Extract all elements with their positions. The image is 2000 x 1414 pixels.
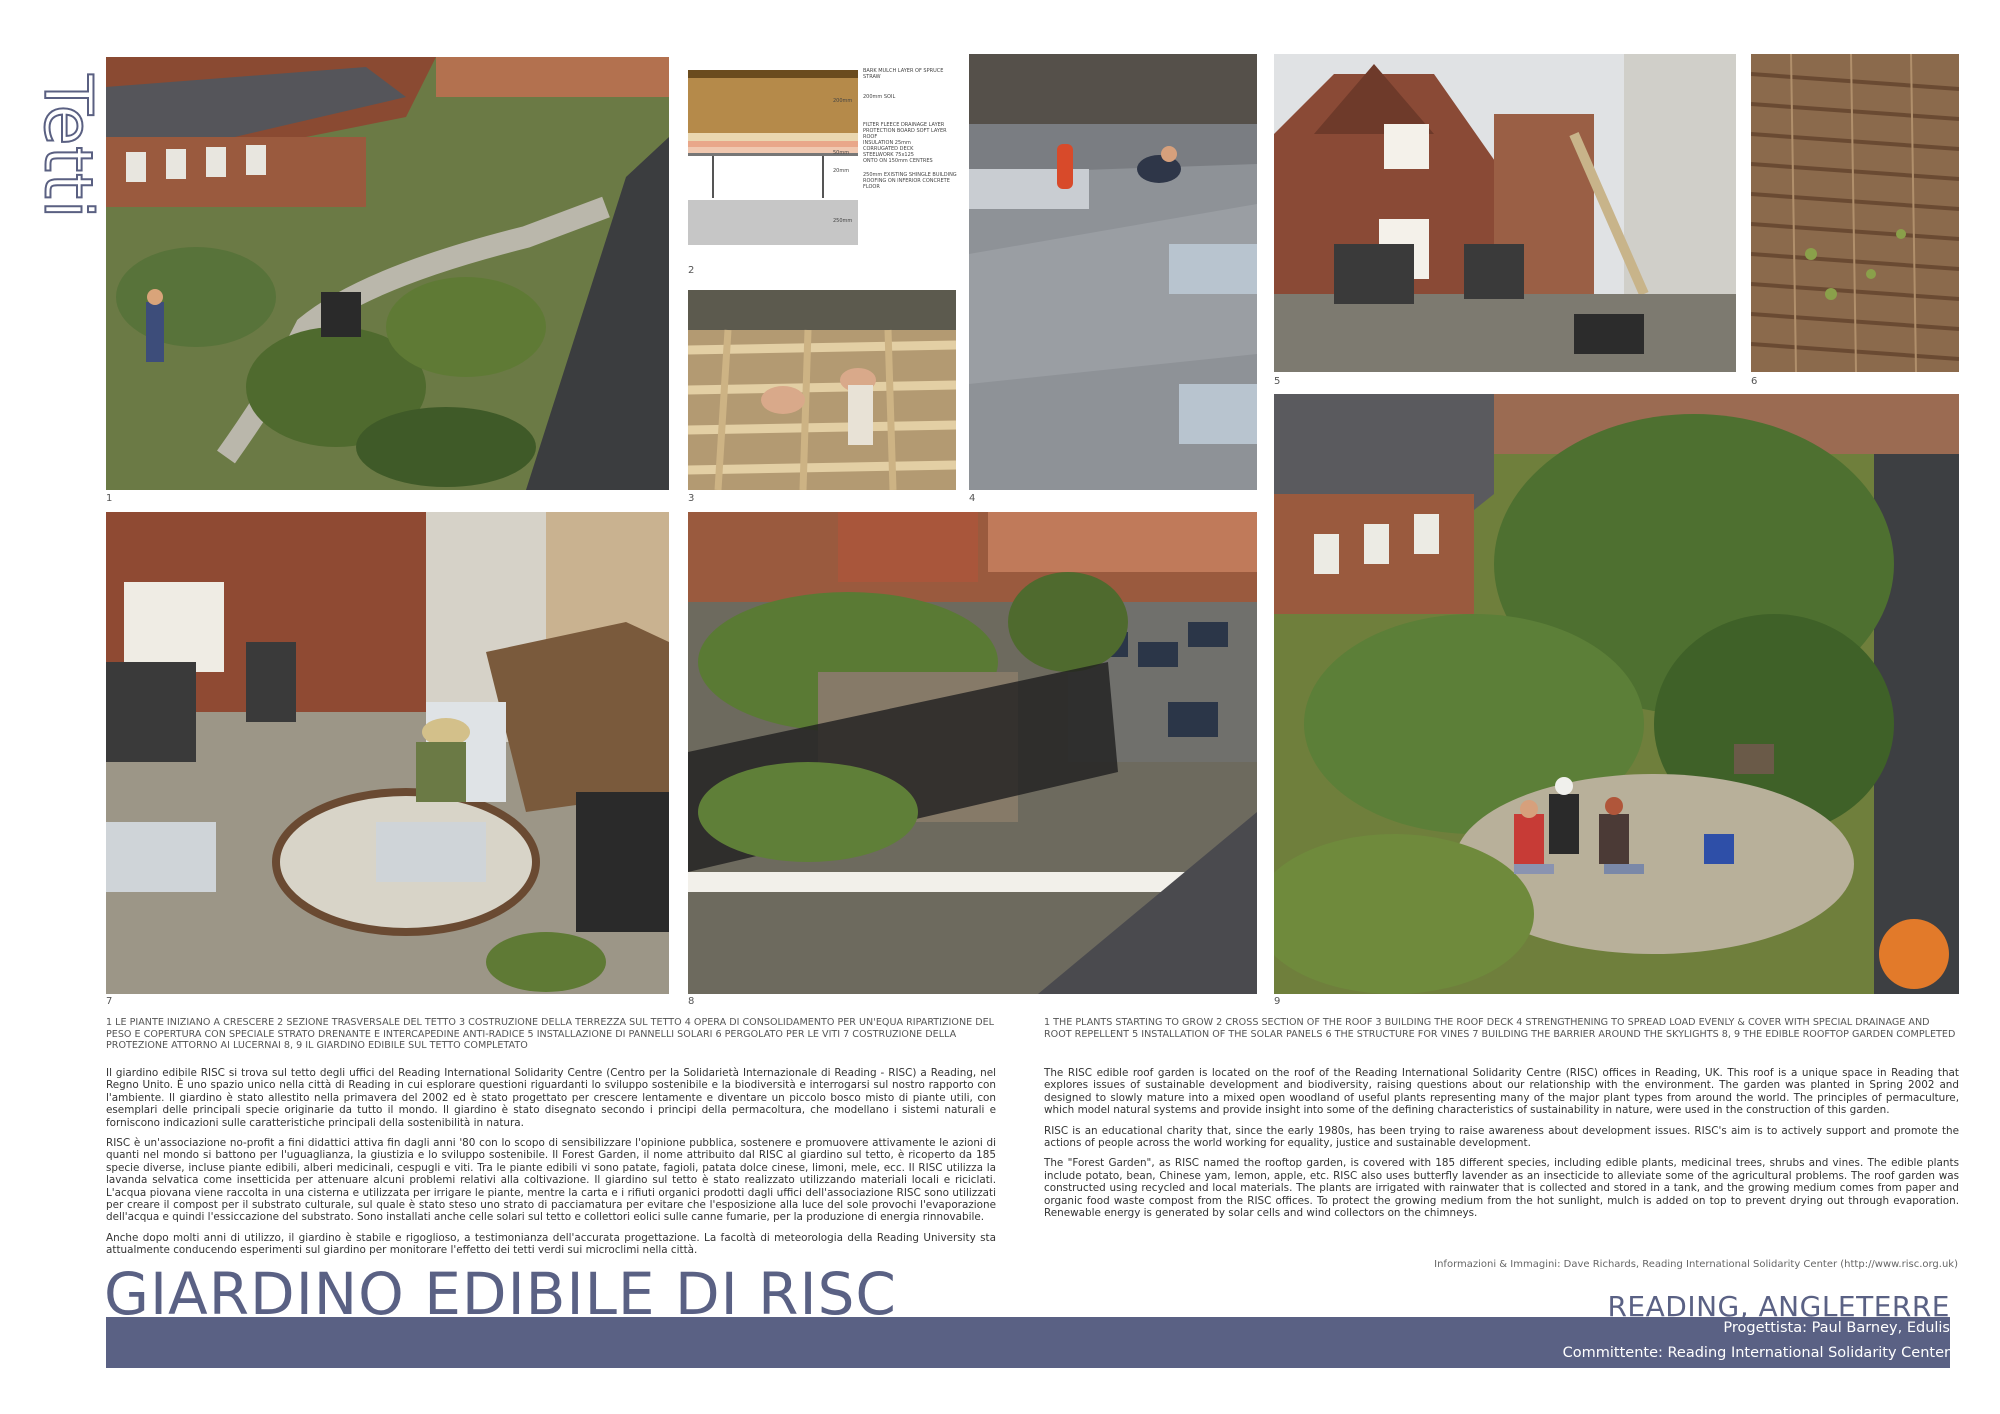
section-label: ONTO ON 150mm CENTRES bbox=[863, 158, 933, 164]
section-label: FILTER FLEECE DRAINAGE LAYER bbox=[863, 122, 945, 128]
photo-9-completed-garden bbox=[1274, 394, 1959, 994]
section-dim: 50mm bbox=[833, 150, 850, 156]
roof-deck-photo-icon bbox=[688, 290, 956, 490]
photo-6-willow-fence bbox=[1751, 54, 1959, 372]
photo-1-roof-garden bbox=[106, 57, 669, 490]
section-label: INSULATION 25mm bbox=[863, 140, 911, 146]
photo-number: 5 bbox=[1274, 376, 1281, 387]
photo-8-roof-garden-overview bbox=[688, 512, 1257, 994]
photo-3-roof-deck bbox=[688, 290, 956, 490]
photo-7-skylight-barrier bbox=[106, 512, 669, 994]
photo-2-cross-section bbox=[688, 68, 958, 258]
body-text-italian bbox=[106, 1067, 996, 1265]
section-label: CORRUGATED DECK bbox=[863, 146, 914, 152]
photo-number: 2 bbox=[688, 265, 695, 276]
photo-number: 1 bbox=[106, 493, 113, 504]
caption-text-en: 1 THE PLANTS STARTING TO GROW 2 CROSS SECTION OF THE ROOF 3 BUILDING THE ROOF DECK 4 STRENGTHENING TO SPREAD LOAD EVENLY & COVER WITH SPECIAL DRAINAGE AND ROOT REPELLENT 5 INSTALLATION OF THE SOLAR PANELS 6 THE STRUCTURE FOR VINES 7 BUILDING THE BARRIER AROUND THE SKYLIGHTS 8, 9 THE EDIBLE ROOFTOP GARDEN COMPLETED bbox=[1044, 1017, 1956, 1040]
captions-italian bbox=[106, 1017, 996, 1052]
roof-membrane-photo-icon bbox=[969, 54, 1257, 490]
roof-garden-photo-icon bbox=[106, 57, 669, 490]
paragraph-it-3: Anche dopo molti anni di utilizzo, il giardino è stabile e rigoglioso, a testimonianza dell'accurata progettazione. La facoltà di meteorologia della Reading University sta attualmente conducendo esperimenti sul giardino per monitorare l'effetto dei tetti verdi sui microclimi nella città. bbox=[106, 1231, 996, 1257]
skylight-barrier-photo-icon bbox=[106, 512, 669, 994]
designer-label: Progettista: Paul Barney, Edulis bbox=[1723, 1320, 1950, 1336]
paragraph-en-2: RISC is an educational charity that, since the early 1980s, has been trying to raise awareness about development issues. RISC's aim is to actively support and promote the actions of people across the world working for equality, justice and sustainable development. bbox=[1044, 1124, 1959, 1150]
roof-garden-overview-photo-icon bbox=[688, 512, 1257, 994]
page-title: GIARDINO EDIBILE DI RISC bbox=[104, 1260, 897, 1328]
captions-english bbox=[1044, 1017, 1959, 1040]
paragraph-it-2: RISC è un'associazione no-profit a fini didattici attiva fin dagli anni '80 con lo scopo di sensibilizzare l'opinione pubblica, sostenere e promuovere attivamente le azioni di quanti nel mondo si battono per l'uguaglianza, la giustizia e lo sviluppo sostenibile. Il Forest Garden, il nome attribuito dal RISC al giardino sul tetto, è ricoperto da 185 specie diverse, incluse piante edibili, alberi medicinali, cespugli e viti. Tra le piante edibili vi sono patate, fagioli, patata dolce cinese, limoni, mele, ecc. Il RISC utilizza la lavanda selvatica come insetticida per attenuare alcuni problemi relativi alla coltivazione. Il giardino sul tetto è stato realizzato utilizzando materiali locali e riciclati. L'acqua piovana viene raccolta in una cisterna e utilizzata per irrigare le piante, mentre la carta e i rifiuti organici prodotti dagli uffici dell'associazione RISC sono utilizzati per creare il compost per il substrato culturale, sul quale è stato steso uno strato di pacciamatura per evitare che l'esposizione alla luce del sole provochi l'evaporazione dell'acqua e quindi l'essiccazione del substrato. Sono installati anche celle solari sul tetto e collettori eolici sulle canne fumarie, per la produzione di energia rinnovabile. bbox=[106, 1137, 996, 1224]
photo-5-solar-panels bbox=[1274, 54, 1736, 372]
body-text-english bbox=[1044, 1067, 1959, 1227]
section-label: BARK MULCH LAYER OF SPRUCE STRAW bbox=[863, 68, 944, 80]
section-label: STEELWORK 75x125 bbox=[863, 152, 914, 158]
paragraph-it-1: Il giardino edibile RISC si trova sul tetto degli uffici del Reading International Solidarity Centre (Centro per la Solidarietà Internazionale di Reading - RISC) a Reading, nel Regno Unito. È uno spazio unico nella città di Reading in cui esplorare questioni riguardanti lo sviluppo sostenibile e la biodiversità e interrogarsi sul nostro rapporto con l'ambiente. Il giardino è stato allestito nella primavera del 2002 ed è stato progettato per crescere lentamente e diventare un piccolo bosco misto di piante utili, con esemplari delle principali specie originarie da tutto il mondo. Il giardino è stato disegnato secondo i principi della permacoltura, che modellano i sistemi naturali e forniscono indicazioni sulle caratteristiche principali della sostenibilità in natura. bbox=[106, 1067, 996, 1129]
section-dim: 20mm bbox=[833, 168, 850, 174]
paragraph-en-3: The "Forest Garden", as RISC named the rooftop garden, is covered with 185 different species, including edible plants, medicinal trees, shrubs and vines. The edible plants include potato, bean, Chinese yam, lemon, apple, etc. RISC also uses butterfly lavender as an insecticide to alleviate some of the agricultural problems. The roof garden was constructed using recycled and local materials. The plants are irrigated with rainwater that is collected and stored in a tank, and the growing medium comes from paper and organic food waste compost from the RISC offices. To protect the growing medium from the hot sunlight, mulch is added on top to prevent drying out through evaporation. Renewable energy is generated by solar cells and wind collectors on the chimneys. bbox=[1044, 1157, 1959, 1220]
photo-number: 8 bbox=[688, 996, 695, 1007]
photo-number: 3 bbox=[688, 493, 695, 504]
section-label: PROTECTION BOARD SOFT LAYER ROOF bbox=[863, 128, 947, 140]
client-label: Committente: Reading International Solidarity Center bbox=[1562, 1345, 1950, 1361]
section-dim: 250mm bbox=[833, 218, 853, 224]
section-label: 200mm SOIL bbox=[863, 94, 896, 100]
willow-fence-photo-icon bbox=[1751, 54, 1959, 372]
solar-panels-photo-icon bbox=[1274, 54, 1736, 372]
completed-garden-photo-icon bbox=[1274, 394, 1959, 994]
photo-4-roof-membrane bbox=[969, 54, 1257, 490]
photo-number: 7 bbox=[106, 996, 113, 1007]
paragraph-en-1: The RISC edible roof garden is located on the roof of the Reading International Solidarity Centre (RISC) offices in Reading, UK. This roof is a unique space in Reading that explores issues of sustainable development and biodiversity, raising questions about our relationship with the environment. The garden was planted in Spring 2002 and designed to slowly mature into a mixed open woodland of useful plants representing many of the major plant types from around the world. The principles of permaculture, which model natural systems and provide insight into some of the defining characteristics of sustainability in nature, were used in the construction of this garden. bbox=[1044, 1067, 1959, 1117]
caption-text-it: 1 LE PIANTE INIZIANO A CRESCERE 2 SEZIONE TRASVERSALE DEL TETTO 3 COSTRUZIONE DELLA TERREZZA SUL TETTO 4 OPERA DI CONSOLIDAMENTO PER UN'EQUA RIPARTIZIONE DEL PESO E COPERTURA CON SPECIALE STRATO DRENANTE E INTERCAPEDINE ANTI-RADICE 5 INSTALLAZIONE DI PANNELLI SOLARI 6 PERGOLATO PER LE VITI 7 COSTRUZIONE DELLA PROTEZIONE ATTORNO AI LUCERNAI 8, 9 IL GIARDINO EDIBILE SUL TETTO COMPLETATO bbox=[106, 1017, 995, 1051]
section-label: 250mm EXISTING SHINGLE BUILDING ROOFING ON INFERIOR CONCRETE FLOOR bbox=[863, 172, 957, 190]
photo-number: 9 bbox=[1274, 996, 1281, 1007]
photo-number: 4 bbox=[969, 493, 976, 504]
credit-line: Informazioni & Immagini: Dave Richards, Reading International Solidarity Center (http://www.risc.org.uk) bbox=[1434, 1259, 1958, 1270]
side-title: Tetti bbox=[29, 74, 107, 220]
location-label: READING, ANGLETERRE bbox=[1607, 1290, 1950, 1323]
section-dim: 200mm bbox=[833, 98, 853, 104]
photo-number: 6 bbox=[1751, 376, 1758, 387]
